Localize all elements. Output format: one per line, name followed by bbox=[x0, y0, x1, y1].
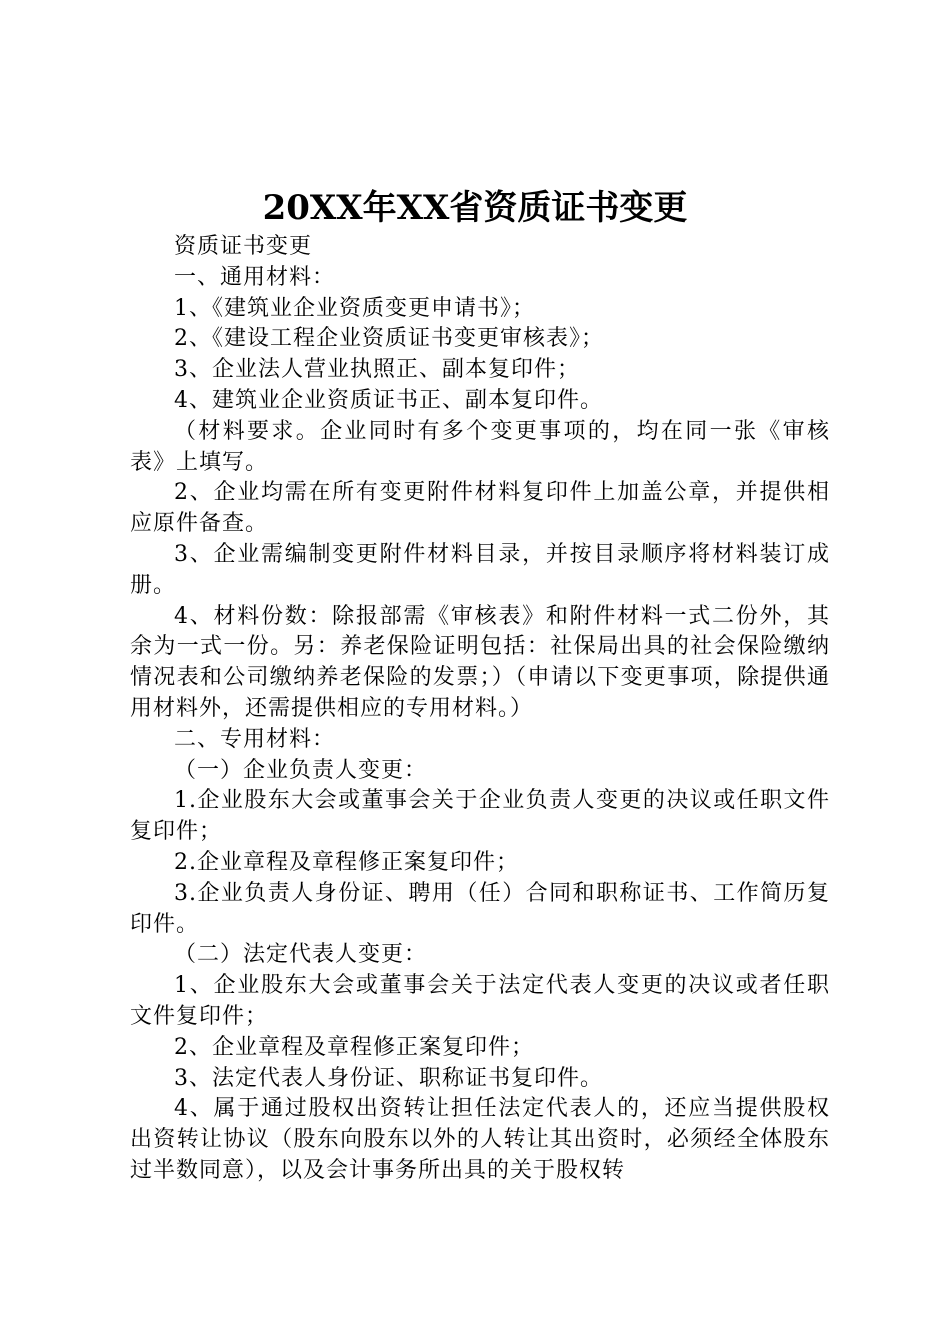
document-body bbox=[130, 232, 830, 1187]
paragraph-item: 2、企业均需在所有变更附件材料复印件上加盖公章，并提供相应原件备查。 bbox=[130, 480, 830, 537]
paragraph-item: 1.企业股东大会或董事会关于企业负责人变更的决议或任职文件复印件； bbox=[130, 788, 830, 845]
paragraph-general-materials-heading: 一、通用材料： bbox=[174, 264, 336, 290]
paragraph-subheading-responsible-person: （一）企业负责人变更： bbox=[174, 757, 428, 783]
paragraph-item: 3、企业法人营业执照正、副本复印件； bbox=[174, 357, 580, 383]
paragraph-subheading-legal-representative: （二）法定代表人变更： bbox=[174, 942, 428, 968]
paragraph-item: 1、《建筑业企业资质变更申请书》； bbox=[174, 295, 535, 321]
paragraph-item: 4、材料份数：除报部需《审核表》和附件材料一式二份外，其余为一式一份。另：养老保险证明包括：社保局出具的社会保险缴纳情况表和公司缴纳养老保险的发票；）（申请以下变更事项，除提供通用材料外，还需提供相应的专用材料。） bbox=[130, 603, 830, 721]
document-title: 20XX年XX省资质证书变更 bbox=[262, 188, 688, 228]
paragraph-item: 3.企业负责人身份证、聘用（任）合同和职称证书、工作简历复印件。 bbox=[130, 880, 830, 937]
paragraph-item: 4、建筑业企业资质证书正、副本复印件。 bbox=[174, 387, 603, 413]
paragraph-item: 1、企业股东大会或董事会关于法定代表人变更的决议或者任职文件复印件； bbox=[130, 973, 830, 1029]
paragraph-item: 2、《建设工程企业资质证书变更审核表》； bbox=[174, 326, 604, 352]
paragraph-special-materials-heading: 二、专用材料： bbox=[174, 726, 336, 752]
paragraph-item: 3、法定代表人身份证、职称证书复印件。 bbox=[174, 1065, 603, 1091]
paragraph-heading-certificate-change: 资质证书变更 bbox=[174, 234, 313, 259]
paragraph-material-requirements: （材料要求。企业同时有多个变更事项的，均在同一张《审核表》上填写。 bbox=[130, 418, 830, 475]
paragraph-item: 2.企业章程及章程修正案复印件； bbox=[174, 849, 519, 875]
paragraph-item: 2、企业章程及章程修正案复印件； bbox=[174, 1034, 534, 1060]
paragraph-item: 3、企业需编制变更附件材料目录，并按目录顺序将材料装订成册。 bbox=[130, 541, 830, 598]
paragraph-item: 4、属于通过股权出资转让担任法定代表人的，还应当提供股权出资转让协议（股东向股东以外的人转让其出资时，必须经全体股东过半数同意），以及会计事务所出具的关于股权转 bbox=[130, 1096, 830, 1183]
